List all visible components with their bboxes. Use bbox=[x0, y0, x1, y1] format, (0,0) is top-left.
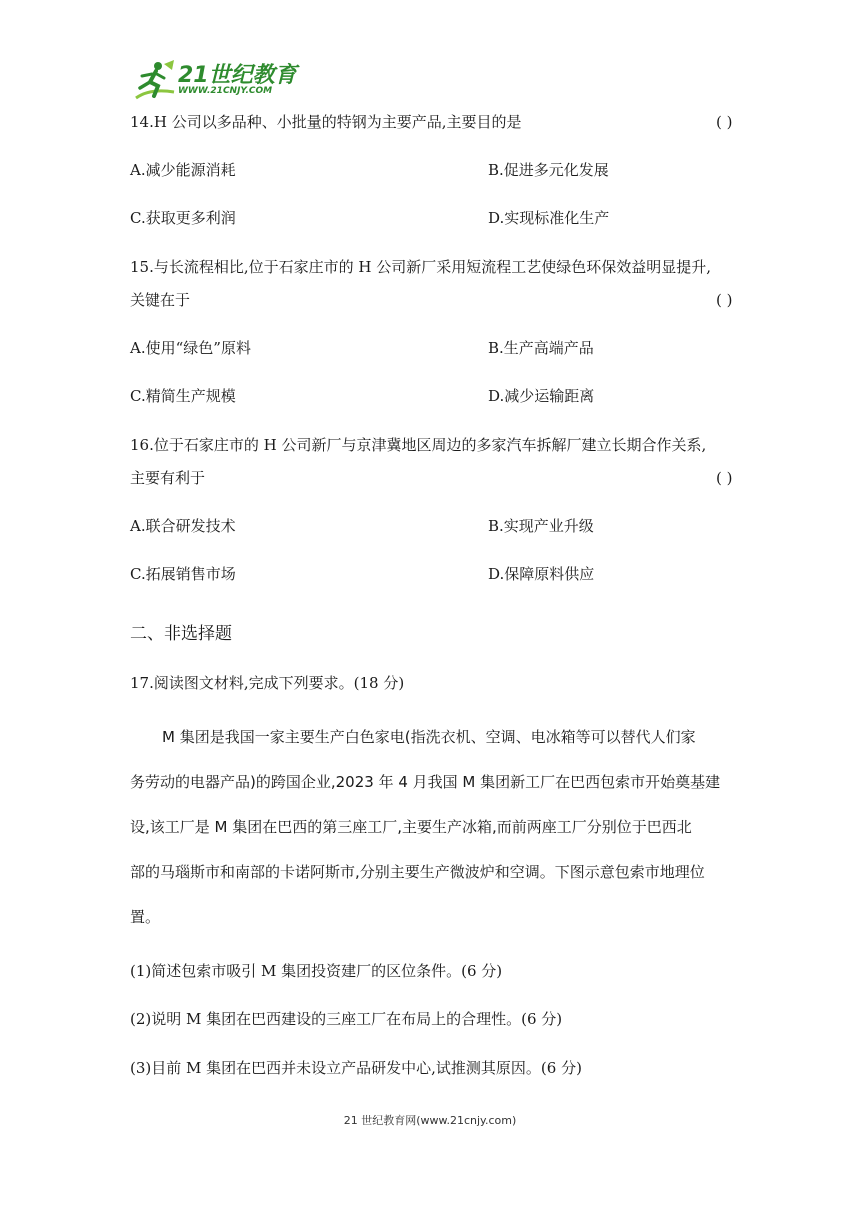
question-14-stem: 14.H 公司以多品种、小批量的特钢为主要产品,主要目的是 bbox=[130, 113, 522, 131]
question-14-option-b: B.促进多元化发展 bbox=[488, 161, 609, 179]
question-14-option-c: C.获取更多利润 bbox=[130, 209, 236, 227]
material-line-2: 务劳动的电器产品)的跨国企业,2023 年 4 月我国 M 集团新工厂在巴西包索市开始奠基建 bbox=[130, 773, 721, 791]
sub-question-3: (3)目前 M 集团在巴西并未设立产品研发中心,试推测其原因。(6 分) bbox=[130, 1059, 582, 1077]
runner-logo-icon bbox=[130, 58, 176, 102]
question-14-answer-bracket: ( ) bbox=[716, 113, 733, 131]
question-15-option-c: C.精简生产规模 bbox=[130, 387, 236, 405]
page-footer: 21 世纪教育网(www.21cnjy.com) bbox=[343, 1114, 517, 1127]
question-15-answer-bracket: ( ) bbox=[716, 291, 733, 309]
logo-url: WWW.21CNJY.COM bbox=[178, 86, 273, 96]
question-16-stem-line-2: 主要有利于 bbox=[130, 469, 206, 487]
question-16-stem-line-1: 16.位于石家庄市的 H 公司新厂与京津冀地区周边的多家汽车拆解厂建立长期合作关系, bbox=[130, 436, 707, 454]
material-line-1: M 集团是我国一家主要生产白色家电(指洗衣机、空调、电冰箱等可以替代人们家 bbox=[162, 728, 696, 746]
question-17-stem: 17.阅读图文材料,完成下列要求。(18 分) bbox=[130, 674, 405, 692]
section-title: 二、非选择题 bbox=[130, 624, 232, 644]
question-15-stem-line-2: 关键在于 bbox=[130, 291, 191, 309]
question-15-option-a: A.使用“绿色”原料 bbox=[130, 339, 251, 357]
question-16-answer-bracket: ( ) bbox=[716, 469, 733, 487]
question-15-option-d: D.减少运输距离 bbox=[488, 387, 595, 405]
question-15-option-b: B.生产高端产品 bbox=[488, 339, 594, 357]
question-16-option-d: D.保障原料供应 bbox=[488, 565, 595, 583]
question-16-option-b: B.实现产业升级 bbox=[488, 517, 594, 535]
sub-question-1: (1)简述包索市吸引 M 集团投资建厂的区位条件。(6 分) bbox=[130, 962, 503, 980]
material-line-3: 设,该工厂是 M 集团在巴西的第三座工厂,主要生产冰箱,而前两座工厂分别位于巴西北 bbox=[130, 818, 692, 836]
sub-question-2: (2)说明 M 集团在巴西建设的三座工厂在布局上的合理性。(6 分) bbox=[130, 1010, 563, 1028]
question-16-option-a: A.联合研发技术 bbox=[130, 517, 236, 535]
logo-text: 21世纪教育 bbox=[178, 63, 297, 88]
material-line-4: 部的马瑙斯市和南部的卡诺阿斯市,分别主要生产微波炉和空调。下图示意包索市地理位 bbox=[130, 863, 705, 881]
question-15-stem-line-1: 15.与长流程相比,位于石家庄市的 H 公司新厂采用短流程工艺使绿色环保效益明显提升, bbox=[130, 258, 712, 276]
question-16-option-c: C.拓展销售市场 bbox=[130, 565, 236, 583]
material-line-5: 置。 bbox=[130, 908, 161, 926]
question-14-option-a: A.减少能源消耗 bbox=[130, 161, 236, 179]
question-14-option-d: D.实现标准化生产 bbox=[488, 209, 610, 227]
logo bbox=[130, 58, 300, 104]
